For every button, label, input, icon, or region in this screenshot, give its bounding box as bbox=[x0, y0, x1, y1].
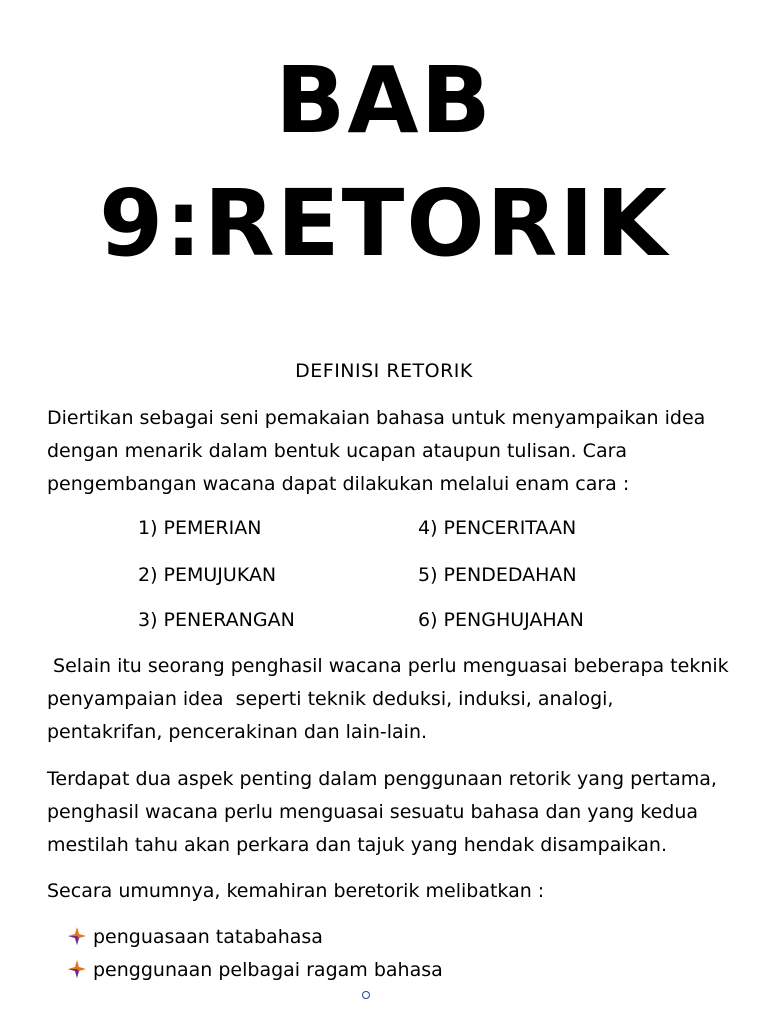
method-item-1: 1) PEMERIAN bbox=[138, 517, 262, 539]
section-heading: DEFINISI RETORIK bbox=[295, 360, 473, 382]
bullet-item bbox=[68, 925, 323, 949]
chapter-title-line-1: BAB bbox=[275, 47, 493, 154]
paragraph-line: pengembangan wacana dapat dilakukan melalui enam cara : bbox=[47, 473, 630, 495]
method-item-5: 5) PENDEDAHAN bbox=[418, 564, 577, 586]
bullet-text: penggunaan pelbagai ragam bahasa bbox=[93, 959, 443, 981]
chapter-title-line-2: 9:RETORIK bbox=[99, 170, 669, 277]
paragraph-line: penyampaian idea seperti teknik deduksi, induksi, analogi, bbox=[47, 688, 614, 710]
techniques-paragraph bbox=[47, 650, 747, 749]
paragraph-line: mestilah tahu akan perkara dan tajuk yang hendak disampaikan. bbox=[47, 834, 668, 856]
skills-intro-paragraph: Secara umumnya, kemahiran beretorik melibatkan : bbox=[47, 880, 545, 902]
method-item-3: 3) PENERANGAN bbox=[138, 609, 295, 631]
method-item-6: 6) PENGHUJAHAN bbox=[418, 609, 584, 631]
paragraph-line: Selain itu seorang penghasil wacana perlu menguasai beberapa teknik bbox=[47, 655, 729, 677]
paragraph-line: pentakrifan, pencerakinan dan lain-lain. bbox=[47, 721, 428, 743]
paragraph-line: Terdapat dua aspek penting dalam penggunaan retorik yang pertama, bbox=[47, 768, 717, 790]
bullet-text: penguasaan tatabahasa bbox=[93, 926, 323, 948]
paragraph-line: Diertikan sebagai seni pemakaian bahasa untuk menyampaikan idea bbox=[47, 407, 706, 429]
four-point-star-bullet-icon bbox=[68, 927, 86, 945]
small-circle-mark bbox=[362, 991, 370, 999]
method-item-4: 4) PENCERITAAN bbox=[418, 517, 577, 539]
four-point-star-bullet-icon bbox=[68, 960, 86, 978]
paragraph-line: penghasil wacana perlu menguasai sesuatu bahasa dan yang kedua bbox=[47, 801, 699, 823]
bullet-item bbox=[68, 958, 443, 982]
aspects-paragraph bbox=[47, 763, 747, 862]
method-item-2: 2) PEMUJUKAN bbox=[138, 564, 277, 586]
intro-paragraph bbox=[47, 402, 747, 501]
paragraph-line: dengan menarik dalam bentuk ucapan ataupun tulisan. Cara bbox=[47, 440, 628, 462]
